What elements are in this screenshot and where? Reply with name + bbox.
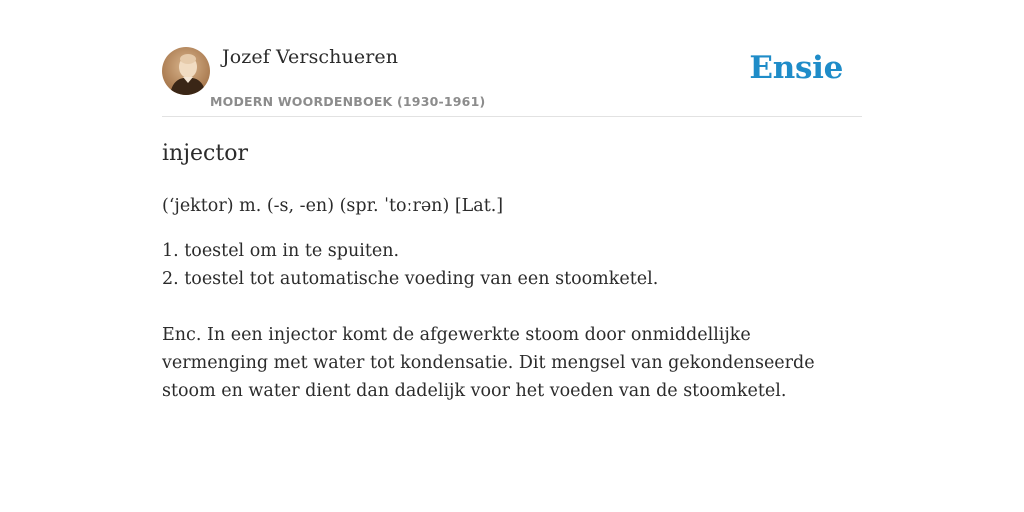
author-portrait-icon [162,47,210,95]
author-avatar[interactable] [162,47,210,95]
entry-senses [162,237,862,293]
source-label: MODERN WOORDENBOEK (1930-1961) [210,94,486,109]
entry-content [162,138,862,405]
entry-grammar: (ʻjektor) m. (-s, -en) (spr. ˈtoːrən) [Lat.] [162,196,504,216]
sense-item: 1. toestel om in te spuiten. [162,241,400,261]
author-name-link[interactable]: Jozef Verschueren [222,46,399,68]
encyclopedic-note: Enc. In een injector komt de afgewerkte stoom door onmiddellijke vermenging met water tot kondensatie. Dit mengsel van gekondenseerde stoom en water dient dan dadelijk voor het voeden van de stoomketel. [162,325,815,401]
entry-headword: injector [162,141,248,166]
header [162,44,862,117]
brand-logo-link[interactable]: Ensie [749,50,843,86]
sense-item: 2. toestel tot automatische voeding van een stoomketel. [162,269,659,289]
